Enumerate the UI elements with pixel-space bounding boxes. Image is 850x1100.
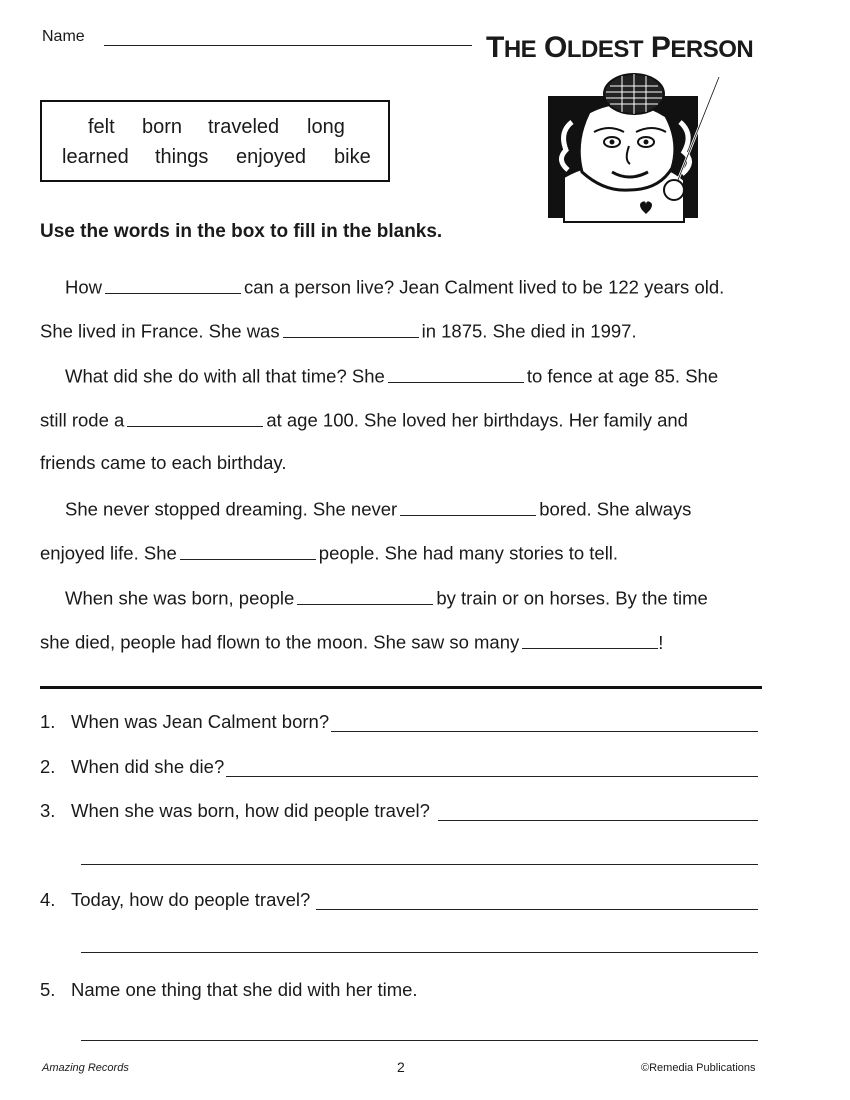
name-field[interactable] xyxy=(104,45,472,46)
story-line: She lived in France. She was in 1875. She died in 1997. xyxy=(40,320,637,342)
section-divider xyxy=(40,686,762,689)
fencer-portrait-illustration xyxy=(534,72,734,228)
answer-line[interactable] xyxy=(226,775,758,777)
fill-blank[interactable] xyxy=(522,631,658,649)
word-bank xyxy=(40,100,390,182)
page-number: 2 xyxy=(397,1059,405,1075)
story-line: When she was born, people by train or on horses. By the time xyxy=(65,587,708,609)
fill-blank[interactable] xyxy=(388,365,524,383)
story-line: enjoyed life. She people. She had many stories to tell. xyxy=(40,542,619,564)
word-bank-item: traveled xyxy=(208,116,280,138)
fill-blank[interactable] xyxy=(105,276,241,294)
question-5: 5. Name one thing that she did with her time. xyxy=(40,979,418,1000)
answer-line[interactable] xyxy=(316,908,758,910)
answer-line[interactable] xyxy=(81,864,758,865)
instructions: Use the words in the box to fill in the blanks. xyxy=(40,221,443,242)
word-bank-item: born xyxy=(142,116,183,138)
word-bank-item: enjoyed xyxy=(236,146,307,168)
answer-line[interactable] xyxy=(81,1040,758,1041)
question-4: 4. Today, how do people travel? xyxy=(40,891,758,910)
story-line: She never stopped dreaming. She never bored. She always xyxy=(65,498,692,520)
fill-blank[interactable] xyxy=(283,320,419,338)
name-label: Name xyxy=(42,28,85,45)
question-2: 2. When did she die? xyxy=(40,758,758,777)
word-bank-item: felt xyxy=(88,116,115,138)
story-line: How can a person live? Jean Calment lived to be 122 years old. xyxy=(65,276,725,298)
fill-blank[interactable] xyxy=(127,409,263,427)
page-title: THE OLDEST PERSON xyxy=(486,31,754,64)
story-line: What did she do with all that time? She to fence at age 85. She xyxy=(65,365,719,387)
story-line: friends came to each birthday. xyxy=(40,452,287,473)
fill-blank[interactable] xyxy=(297,587,433,605)
story-line: still rode a at age 100. She loved her birthdays. Her family and xyxy=(40,409,688,431)
fill-blank[interactable] xyxy=(400,498,536,516)
footer-book-title: Amazing Records xyxy=(42,1062,129,1074)
story-line: she died, people had flown to the moon. She saw so many ! xyxy=(40,631,664,653)
fill-blank[interactable] xyxy=(180,542,316,560)
answer-line[interactable] xyxy=(438,819,758,821)
question-3: 3. When she was born, how did people travel? xyxy=(40,802,758,821)
answer-line[interactable] xyxy=(81,952,758,953)
footer-copyright: ©Remedia Publications xyxy=(641,1062,756,1074)
word-bank-item: bike xyxy=(334,146,371,168)
word-bank-item: learned xyxy=(62,146,129,168)
question-1: 1. When was Jean Calment born? xyxy=(40,713,758,732)
word-bank-item: long xyxy=(307,116,345,138)
word-bank-item: things xyxy=(155,146,209,168)
answer-line[interactable] xyxy=(331,730,758,732)
